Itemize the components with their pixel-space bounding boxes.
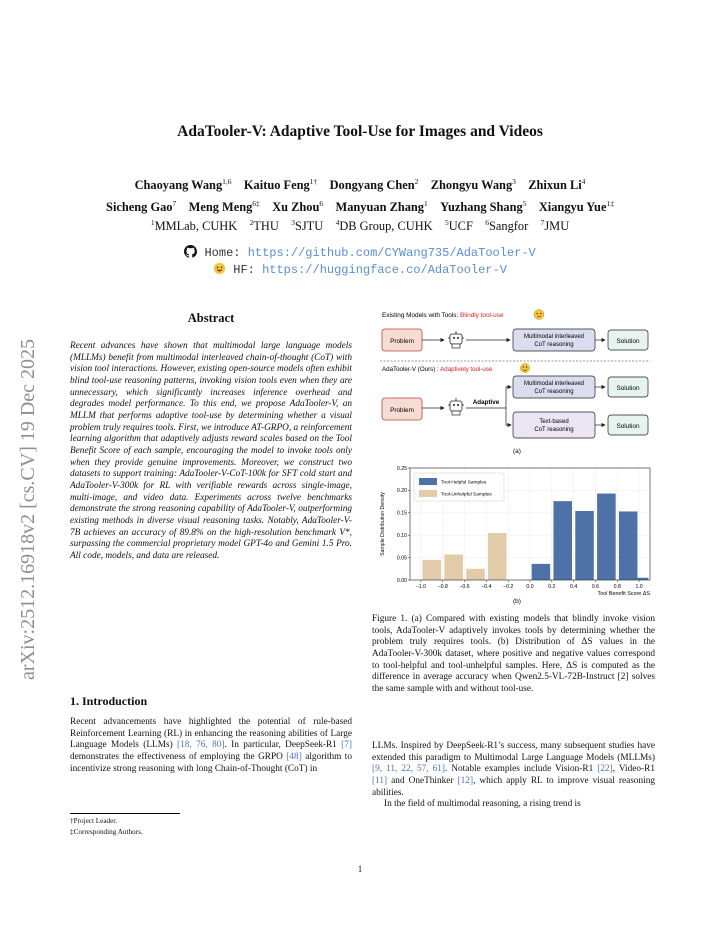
affiliation-name: SJTU: [294, 219, 324, 233]
author-affiliation-mark: 3: [512, 176, 516, 186]
affiliation-mark: 5: [444, 217, 449, 227]
existing-models-label: Existing Models with Tools: Blindly tool-use: [382, 312, 504, 319]
affiliation-name: DB Group, CUHK: [339, 219, 433, 233]
arxiv-id: arXiv:2512.16918v2 [cs.CV] 19 Dec 2025: [17, 338, 39, 680]
intro-text-4: algorithm to incentivize strong reasoning with long Chain-of-Thought (CoT) in: [70, 751, 352, 774]
arxiv-stamp: [6, 260, 46, 680]
legend-label: Tool-Unhelpful Samples: [441, 492, 492, 498]
body-text: , Video-R1: [612, 764, 655, 775]
home-label: Home:: [204, 246, 241, 260]
problem-label-bottom: Problem: [390, 407, 414, 414]
affiliation-mark: 1: [150, 217, 155, 227]
author-affiliation-mark: 2: [414, 176, 419, 186]
body-text: . Notable examples include Vision-R1: [444, 764, 598, 775]
histogram-bar: [532, 564, 551, 580]
author-affiliation-mark: 1‡: [606, 198, 614, 208]
histogram-bar: [466, 569, 485, 580]
histogram-bar: [575, 511, 594, 580]
author-name: Xu Zhou: [272, 200, 320, 214]
footnote-project-leader: †Project Leader.: [70, 817, 118, 825]
author-name: Manyuan Zhang: [335, 200, 425, 214]
x-tick-label: 1.0: [635, 584, 643, 590]
figure-1: [372, 305, 656, 605]
figure-1-caption: Figure 1. (a) Compared with existing models that blindly invoke vision tools, AdaTooler-V adaptively invokes tools by determining whether the problem truly requires tools. (b) Distribution of ΔS values in the AdaTooler-V-300k dataset, where positive and negative values correspond to tool-helpful and tool-unhelpful samples. Here, ΔS is computed as the difference in average accuracy when Qwen2.5-VL-72B-Instruct [2] solves the same sample with and without tool-use.: [372, 614, 655, 694]
affiliation-mark: 2: [249, 217, 254, 227]
x-tick-label: 0.8: [613, 584, 621, 590]
github-url[interactable]: https://github.com/CYWang735/AdaTooler-V: [247, 246, 536, 260]
author-affiliation-mark: 6: [319, 198, 324, 208]
affiliation-name: UCF: [448, 219, 473, 233]
github-icon: [184, 245, 197, 258]
confused-emoji-icon: [534, 310, 544, 320]
author-name: Sicheng Gao: [106, 200, 173, 214]
citation-link[interactable]: [12]: [457, 775, 474, 786]
body-text: LLMs. Inspired by DeepSeek-R1’s success, many subsequent studies have extended this paradigm to Multimodal Large Language Models (MLLMs): [372, 741, 655, 763]
footnote-rule: [70, 813, 180, 814]
abstract-body: Recent advances have shown that multimodal large language models (MLLMs) benefit from multimodal interleaved chain-of-thought (CoT) with vision tool interactions. However, existing open-source models often exhibit blind tool-use reasoning patterns, invoking vision tools even when they are unnecessary, which significantly increases inference overhead and degrades model performance. To this end, we propose AdaTooler-V, an MLLM that performs adaptive tool-use by determining whether a visual problem truly requires tools. First, we introduce AT-GRPO, a reinforcement learning algorithm that adaptively adjusts reward scales based on the Tool Benefit Score of each sample, encouraging the model to invoke tools only when they provide genuine improvements. Moreover, we construct two datasets to support training: AdaTooler-V-CoT-100k for SFT cold start and AdaTooler-V-300k for RL with verifiable rewards across single-image, multi-image, and video data. Experiments across twelve benchmarks demonstrate the strong reasoning capability of AdaTooler-V, outperforming existing methods in diverse visual reasoning tasks. Notably, AdaTooler-V-7B achieves an accuracy of 89.8% on the high-resolution benchmark V*, surpassing the commercial proprietary model GPT-4o and Gemini 1.5 Pro. All code, models, and data are released.: [70, 341, 352, 561]
intro-text-3: demonstrates the effectiveness of employing the GRPO: [70, 751, 287, 762]
y-tick-label: 0.05: [396, 555, 407, 562]
body-text: and OneThinker: [387, 775, 458, 786]
hf-link-line: [0, 262, 720, 277]
x-tick-label: 0.2: [548, 584, 556, 590]
affiliation-mark: 6: [485, 217, 489, 227]
author-affiliation-mark: 5: [522, 198, 527, 208]
mm-cot-label-2: CoT reasoning: [534, 389, 574, 395]
delta-s-histogram: [380, 466, 650, 597]
author-affiliation-mark: 1,6: [222, 176, 232, 186]
author-affiliation-mark: 4: [581, 176, 586, 186]
page-number: 1: [357, 864, 363, 874]
abstract-heading: Abstract: [187, 311, 235, 325]
author-name: Zhixun Li: [528, 178, 582, 192]
body-text: , which apply RL to improve visual reasoning abilities.: [372, 775, 655, 798]
solution-label-top: Solution: [616, 338, 640, 345]
x-axis-label: Tool Benefit Score ΔS: [597, 591, 650, 597]
mm-cot-label-1: Multimodal interleaved: [523, 334, 585, 340]
robot-icon: [448, 398, 464, 415]
histogram-bar: [630, 578, 649, 580]
x-tick-label: 0.4: [570, 584, 578, 590]
body-text: In the field of multimodal reasoning, a rising trend is: [384, 799, 581, 810]
histogram-bar: [423, 560, 442, 580]
panel-a-label: (a): [513, 448, 521, 455]
x-tick-label: −0.4: [481, 584, 492, 590]
intro-text-1: Recent advancements have highlighted the potential of rule-based Reinforcement Learning (RL) in enhancing the reasoning abilities of Large Language Models (LLMs): [70, 717, 352, 751]
citation-link[interactable]: [18, 76, 80]: [177, 740, 225, 751]
citation-link[interactable]: [48]: [286, 751, 302, 762]
author-name: Chaoyang Wang: [134, 178, 223, 192]
citation-link[interactable]: [11]: [372, 775, 388, 786]
affiliation-name: MMLab, CUHK: [154, 219, 238, 233]
hf-label: HF:: [233, 263, 255, 277]
huggingface-url[interactable]: https://huggingface.co/AdaTooler-V: [262, 263, 507, 277]
author-affiliation-mark: 6‡: [252, 198, 260, 208]
affiliation-name: JMU: [544, 219, 570, 233]
introduction-heading: 1. Introduction: [70, 694, 148, 708]
author-name: Dongyang Chen: [329, 178, 415, 192]
huggingface-icon: [213, 262, 226, 275]
author-name: Yuzhang Shang: [440, 200, 523, 214]
intro-text-2: . In particular, DeepSeek-R1: [224, 740, 342, 751]
solution-label-text: Solution: [616, 423, 640, 430]
home-link-line: [0, 245, 720, 260]
mm-cot-label-2: CoT reasoning: [534, 342, 574, 348]
affiliation-mark: 4: [335, 217, 340, 227]
histogram-bar: [444, 554, 463, 580]
y-tick-label: 0.25: [396, 465, 407, 472]
x-tick-label: 0.0: [526, 584, 534, 590]
x-tick-label: −0.8: [437, 584, 448, 590]
x-tick-label: 0.6: [591, 584, 600, 590]
x-tick-label: −0.2: [503, 584, 514, 590]
author-name: Zhongyu Wang: [430, 178, 513, 192]
paper-title: AdaTooler-V: Adaptive Tool-Use for Images and Videos: [177, 123, 543, 140]
chart-legend: [414, 473, 504, 501]
smiling-emoji-icon: [520, 363, 529, 372]
histogram-bar: [553, 501, 572, 580]
citation-link[interactable]: [22]: [597, 764, 613, 775]
text-cot-box: [513, 412, 595, 438]
author-affiliation-mark: 1: [424, 198, 428, 208]
author-name: Kaituo Feng: [243, 178, 310, 192]
authors-line-2: [0, 200, 720, 215]
mm-cot-label-1: Multimodal interleaved: [523, 381, 585, 387]
text-cot-label-2: CoT reasoning: [534, 427, 574, 433]
author-name: Xiangyu Yue: [538, 200, 607, 214]
citation-link[interactable]: [7]: [341, 740, 352, 751]
citation-link[interactable]: [9, 11, 22, 57, 61]: [372, 764, 445, 775]
robot-icon: [448, 331, 464, 348]
author-affiliation-mark: 7: [172, 198, 177, 208]
y-tick-label: 0.00: [396, 577, 407, 584]
y-tick-label: 0.20: [396, 488, 407, 495]
author-affiliation-mark: 1†: [309, 176, 318, 186]
legend-swatch: [419, 490, 437, 497]
authors-line-1: [0, 178, 720, 193]
adaptive-label: Adaptive: [472, 399, 500, 406]
legend-label: Tool-Helpful Samples: [441, 480, 487, 486]
x-tick-label: −0.6: [459, 584, 470, 590]
affiliations: [0, 219, 720, 234]
histogram-bar: [597, 494, 616, 580]
affiliation-name: THU: [253, 219, 279, 233]
text-cot-label-1: Text-based: [539, 419, 569, 425]
introduction-body: [70, 717, 352, 775]
footnote-corresponding: ‡Corresponding Authors.: [70, 828, 143, 836]
solution-label-mm: Solution: [616, 385, 640, 392]
problem-label-top: Problem: [390, 338, 414, 345]
affiliation-name: Sangfor: [488, 219, 529, 233]
y-axis-label: Sample Distribution Density: [380, 492, 386, 556]
histogram-bar: [488, 533, 507, 580]
panel-b-label: (b): [513, 598, 521, 605]
affiliation-mark: 7: [540, 217, 545, 227]
y-tick-label: 0.10: [396, 533, 407, 539]
affiliation-mark: 3: [291, 217, 295, 227]
author-name: Meng Meng: [188, 200, 253, 214]
histogram-bar: [619, 511, 638, 580]
right-column-body: [372, 741, 655, 811]
legend-swatch: [419, 478, 437, 485]
y-tick-label: 0.15: [396, 510, 407, 517]
x-tick-label: −1.0: [415, 584, 427, 590]
adatooler-label: AdaTooler-V (Ours) : Adaptively tool-use: [382, 366, 493, 373]
